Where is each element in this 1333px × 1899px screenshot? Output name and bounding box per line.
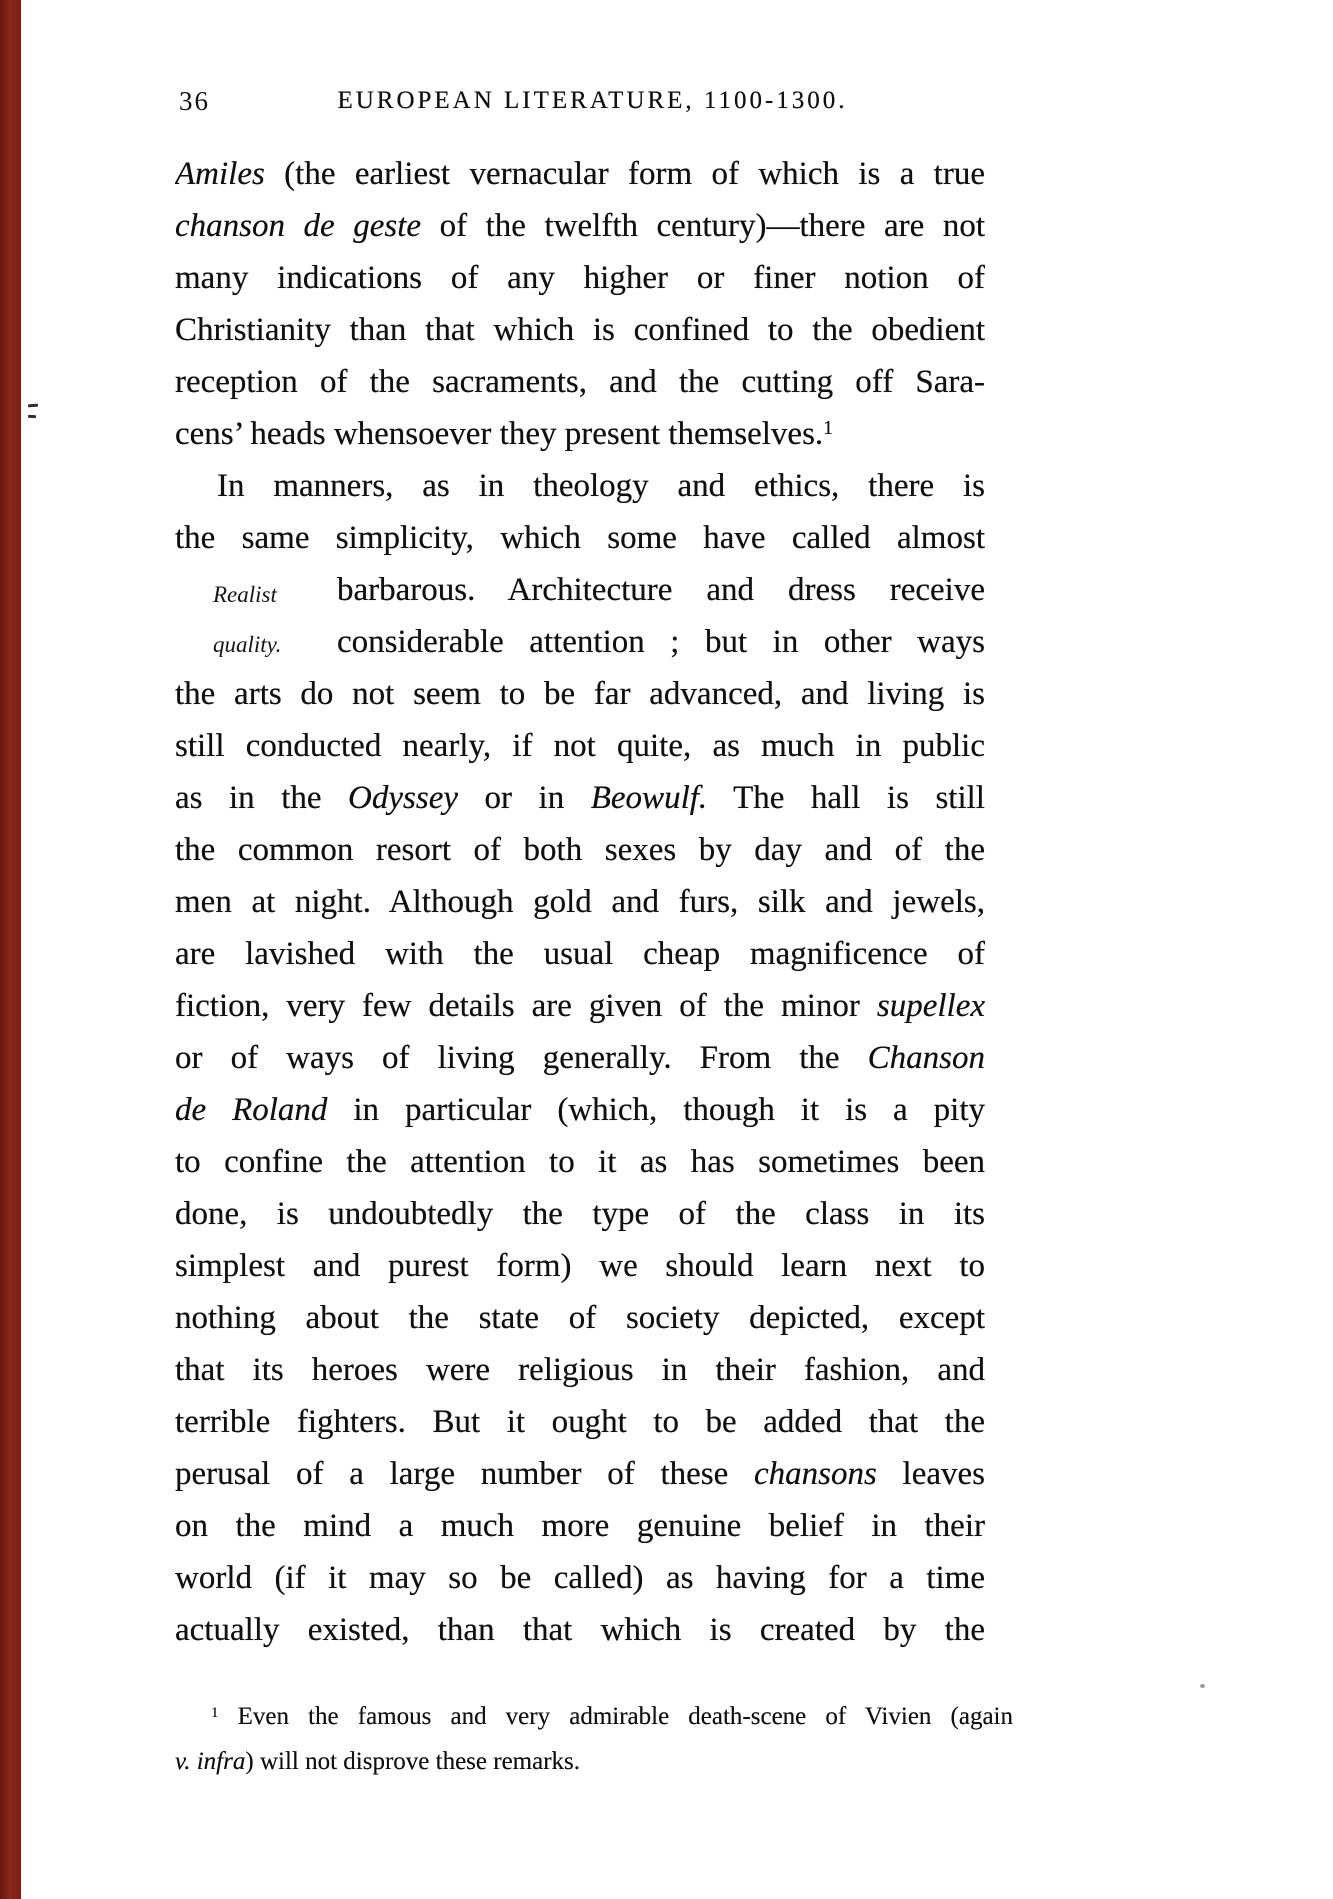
text-line: reception of the sacraments, and the cutting off Sara- bbox=[175, 364, 985, 400]
italic-term: Odyssey bbox=[348, 780, 459, 816]
text-line: to confine the attention to it as has sometimes been bbox=[175, 1144, 985, 1180]
italic-term: chanson de geste bbox=[175, 208, 422, 244]
italic-term: de Roland bbox=[175, 1092, 328, 1128]
italic-term: chansons bbox=[753, 1456, 877, 1492]
text-line: considerable attention ; but in other ways bbox=[337, 624, 985, 660]
text-line: perusal of a large number of these chansons leaves bbox=[175, 1456, 985, 1492]
text-line: the same simplicity, which some have called almost bbox=[175, 520, 985, 556]
footnote-line: $^1$ Even the famous and very admirable death-scene of Vivien (again bbox=[211, 1703, 1013, 1730]
text-line: Christianity than that which is confined to the obedient bbox=[175, 312, 985, 348]
margin-note bbox=[213, 570, 281, 670]
text-line: the common resort of both sexes by day and of the bbox=[175, 832, 985, 868]
text-line: actually existed, than that which is created by the bbox=[175, 1612, 985, 1648]
text-line: many indications of any higher or finer notion of bbox=[175, 260, 985, 296]
artifact-dash bbox=[28, 404, 38, 408]
italic-term: Beowulf. bbox=[590, 780, 708, 816]
text-line: men at night. Although gold and furs, silk and jewels, bbox=[175, 884, 985, 920]
page-number: 36 bbox=[179, 86, 210, 116]
text-line: nothing about the state of society depicted, except bbox=[175, 1300, 985, 1336]
body-text bbox=[175, 148, 985, 1656]
text-line: are lavished with the usual cheap magnificence of bbox=[175, 936, 985, 972]
text-line: simplest and purest form) we should learn next to bbox=[175, 1248, 985, 1284]
text-line: as in the Odyssey or in Beowulf. The hall is still bbox=[175, 780, 985, 816]
scan-edge-strip bbox=[0, 0, 21, 1899]
footnote-reference: 1 bbox=[823, 417, 834, 440]
text-line: barbarous. Architecture and dress receive bbox=[337, 572, 985, 608]
text-line: the arts do not seem to be far advanced, and living is bbox=[175, 676, 985, 712]
text-line: or of ways of living generally. From the Chanson bbox=[175, 1040, 985, 1076]
text-line: chanson de geste of the twelfth century)—there are not bbox=[175, 208, 985, 244]
text-line: that its heroes were religious in their fashion, and bbox=[175, 1352, 985, 1388]
text-line: world (if it may so be called) as having for a time bbox=[175, 1560, 985, 1596]
text-line: In manners, as in theology and ethics, there is bbox=[217, 468, 985, 504]
italic-term: v. infra bbox=[175, 1748, 246, 1775]
text-line: fiction, very few details are given of the minor supellex bbox=[175, 988, 985, 1024]
margin-note-line: Realist bbox=[213, 582, 277, 607]
scan-speck bbox=[1200, 1684, 1205, 1688]
running-header: EUROPEAN LITERATURE, 1100-1300. bbox=[337, 87, 848, 114]
text-line: done, is undoubtedly the type of the class in its bbox=[175, 1196, 985, 1232]
text-line: still conducted nearly, if not quite, as much in public bbox=[175, 728, 985, 764]
text-line: on the mind a much more genuine belief in their bbox=[175, 1508, 985, 1544]
margin-note-line: quality. bbox=[213, 632, 282, 657]
scan-artifact-mark bbox=[26, 402, 40, 424]
text-line: de Roland in particular (which, though it is a pity bbox=[175, 1092, 985, 1128]
text-line: cens’ heads whensoever they present themselves.$^1$ bbox=[175, 416, 834, 452]
artifact-dash bbox=[28, 415, 36, 418]
italic-term: supellex bbox=[876, 988, 985, 1024]
text-line: terrible fighters. But it ought to be added that the bbox=[175, 1404, 985, 1440]
italic-term: Chanson bbox=[867, 1040, 985, 1076]
text-line: Amiles (the earliest vernacular form of which is a true bbox=[175, 156, 985, 192]
footnote bbox=[175, 1694, 1013, 1784]
page-header bbox=[175, 84, 1010, 124]
italic-term: Amiles bbox=[175, 156, 265, 192]
footnote-line: v. infra) will not disprove these remarks. bbox=[175, 1748, 581, 1775]
footnote-marker: 1 bbox=[211, 1704, 219, 1721]
